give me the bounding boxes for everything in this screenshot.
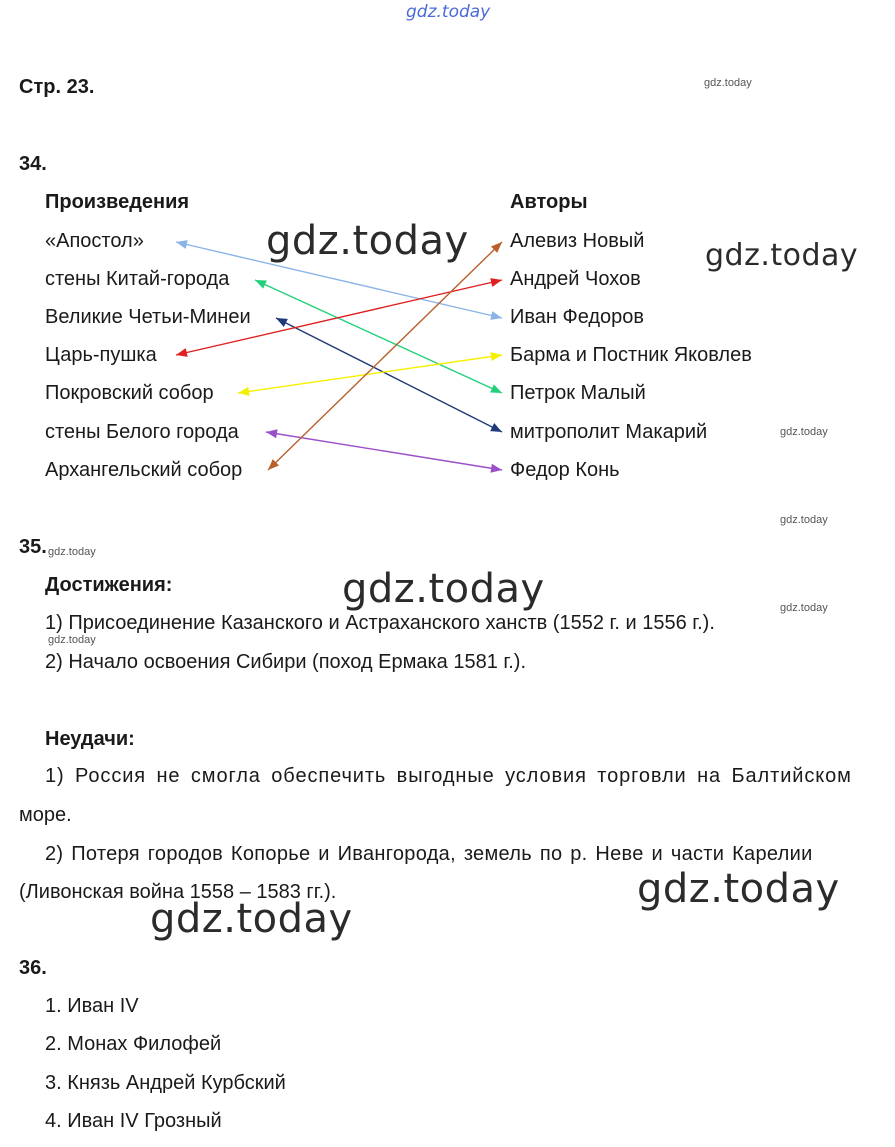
arrow-head: [490, 352, 502, 361]
arrow-head: [490, 278, 502, 287]
author-item: Федор Конь: [510, 459, 620, 481]
matching-arrow-line: [176, 280, 502, 355]
authors-column-header: Авторы: [510, 191, 588, 213]
failure-line: 1) Россия не смогла обеспечить выгодные условия торговли на Балтийском: [45, 765, 852, 787]
watermark-big: gdz.today: [266, 218, 469, 264]
answer-item: 2. Монах Филофей: [45, 1033, 222, 1055]
matching-arrow-line: [238, 355, 502, 393]
work-item: «Апостол»: [45, 230, 144, 252]
failure-line: 2) Потеря городов Копорье и Ивангорода, земель по р. Неве и части Карелии: [45, 843, 813, 865]
failure-line: море.: [19, 804, 72, 826]
work-item: Покровский собор: [45, 382, 214, 404]
work-item: Великие Четьи-Минеи: [45, 306, 251, 328]
matching-arrow-line: [268, 242, 502, 470]
watermark-big: gdz.today: [342, 566, 545, 612]
author-item: митрополит Макарий: [510, 421, 708, 443]
work-item: стены Китай-города: [45, 268, 230, 290]
task-34-number: 34.: [19, 153, 47, 175]
watermark-small: gdz.today: [48, 546, 96, 558]
answer-item: 1. Иван IV: [45, 995, 139, 1017]
works-column-header: Произведения: [45, 191, 190, 213]
failures-header: Неудачи:: [45, 728, 135, 750]
arrow-head: [255, 280, 267, 289]
matching-arrow-line: [255, 280, 502, 393]
watermark-small: gdz.today: [780, 514, 828, 526]
arrow-head: [176, 348, 188, 357]
watermark-small: gdz.today: [48, 634, 96, 646]
watermark-small: gdz.today: [780, 426, 828, 438]
arrow-head: [490, 384, 502, 393]
watermark-big: gdz.today: [637, 866, 840, 912]
arrow-head: [490, 311, 502, 320]
author-item: Алевиз Новый: [510, 230, 645, 252]
watermark-small: gdz.today: [704, 77, 752, 89]
author-item: Петрок Малый: [510, 382, 646, 404]
arrow-head: [266, 429, 278, 438]
work-item: Царь-пушка: [45, 344, 157, 366]
task-35-number: 35.: [19, 536, 47, 558]
answer-item: 4. Иван IV Грозный: [45, 1110, 222, 1132]
matching-arrow-line: [276, 318, 502, 432]
achievements-header: Достижения:: [45, 574, 173, 596]
arrow-head: [490, 464, 502, 473]
author-item: Иван Федоров: [510, 306, 645, 328]
author-item: Барма и Постник Яковлев: [510, 344, 752, 366]
arrow-head: [238, 387, 250, 396]
matching-arrow-line: [176, 242, 502, 318]
watermark-top: gdz.today: [406, 2, 491, 22]
page-title: Стр. 23.: [19, 76, 95, 98]
author-item: Андрей Чохов: [510, 268, 641, 290]
achievement-item: 2) Начало освоения Сибири (поход Ермака 1581 г.).: [45, 651, 527, 673]
answer-item: 3. Князь Андрей Курбский: [45, 1072, 286, 1094]
failure-line: (Ливонская война 1558 – 1583 гг.).: [19, 881, 337, 903]
arrow-head: [176, 240, 188, 249]
work-item: стены Белого города: [45, 421, 239, 443]
achievement-item: 1) Присоединение Казанского и Астраханского ханств (1552 г. и 1556 г.).: [45, 612, 715, 634]
watermark-big: gdz.today: [150, 896, 353, 942]
watermark-big: gdz.today: [705, 238, 859, 273]
watermark-small: gdz.today: [780, 602, 828, 614]
work-item: Архангельский собор: [45, 459, 243, 481]
task-36-number: 36.: [19, 957, 47, 979]
